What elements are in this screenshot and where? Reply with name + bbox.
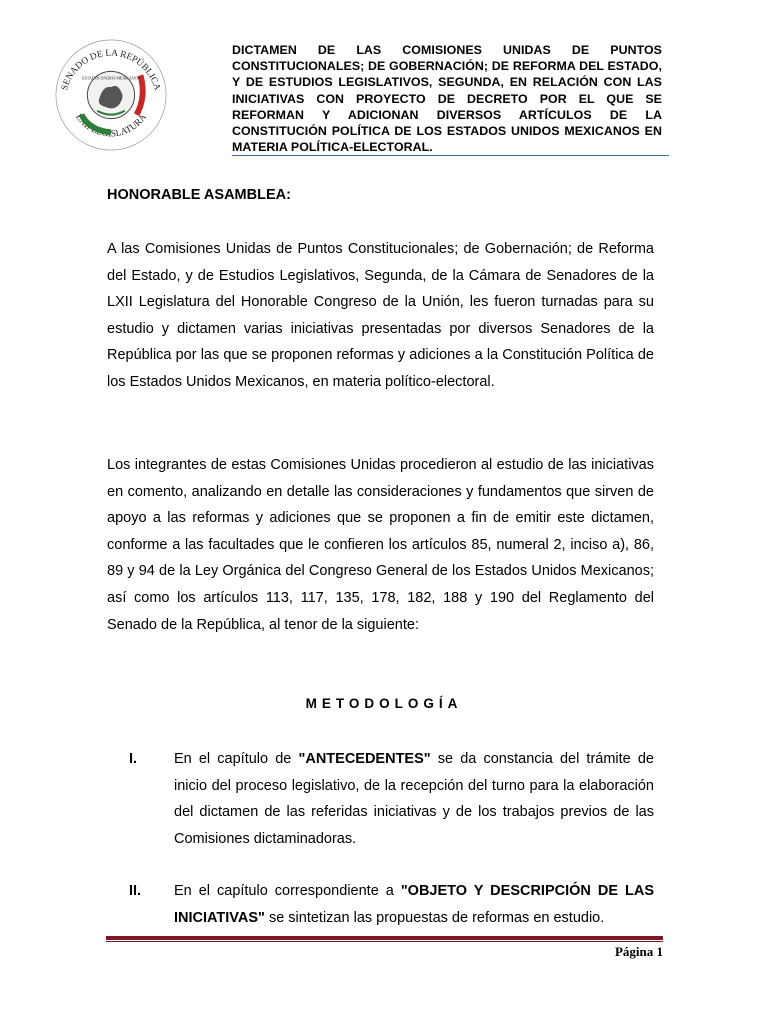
paragraph-intro: A las Comisiones Unidas de Puntos Constitucionales; de Gobernación; de Reforma del Estado, y de Estudios Legislativos, Segunda, de la Cámara de Senadores de la LXII Legislatura del Honorable Congreso de la Unión, les fueron turnadas para su estudio y dictamen varias iniciativas presentadas por diversos Senadores de la República por las que se proponen reformas y adiciones a la Constitución Política de los Estados Unidos Mexicanos, en materia político-electoral. xyxy=(107,241,654,390)
paragraph-study: Los integrantes de estas Comisiones Unidas procedieron al estudio de las iniciativas en comento, analizando en detalle las consideraciones y fundamentos que sirven de apoyo a las reformas y adiciones que se proponen a fin de emitir este dictamen, conforme a las facultades que le confieren los artículos 85, numeral 2, inciso a), 86, 89 y 94 de la Ley Orgánica del Congreso General de los Estados Unidos Mexicanos; así como los artículos 113, 117, 135, 178, 182, 188 y 190 del Reglamento del Senado de la República, al tenor de la siguiente: xyxy=(107,457,654,633)
item-text: En el capítulo de "ANTECEDENTES" se da constancia del trámite de inicio del proceso legislativo, de la recepción del turno para la elaboración del dictamen de las referidas iniciativas y de los trabajos previos de las Comisiones dictaminadoras. xyxy=(174,751,654,847)
senate-seal-logo xyxy=(52,36,170,154)
footer-rule-thin xyxy=(106,941,663,942)
seal-arc-top-text: SENADO DE LA REPÚBLICA xyxy=(60,48,162,92)
page-number: Página 1 xyxy=(614,944,663,959)
seal-arc-bottom-text: LXII LEGISLATURA xyxy=(73,112,149,140)
item-text: En el capítulo correspondiente a "OBJETO Y DESCRIPCIÓN DE LAS INICIATIVAS" se sintetizan las propuestas de reformas en estudio. xyxy=(174,883,654,926)
item-number: II. xyxy=(129,883,142,899)
seal-inner-text: ESTADOS UNIDOS MEXICANOS xyxy=(82,75,140,81)
document-title: DICTAMEN DE LAS COMISIONES UNIDAS DE PUNTOS CONSTITUCIONALES; DE GOBERNACIÓN; DE REFORMA DEL ESTADO, Y DE ESTUDIOS LEGISLATIVOS, SEGUNDA, EN RELACIÓN CON LAS INICIATIVAS CON PROYECTO DE DECRETO POR EL QUE SE REFORMAN Y ADICIONAN DIVERSOS ARTÍCULOS DE LA CONSTITUCIÓN POLÍTICA DE LOS ESTADOS UNIDOS MEXICANOS EN MATERIA POLÍTICA-ELECTORAL. xyxy=(232,43,662,155)
salutation: HONORABLE ASAMBLEA: xyxy=(107,187,291,203)
section-heading-metodologia: METODOLOGÍA xyxy=(305,696,463,711)
item-number: I. xyxy=(129,751,138,767)
footer-rule xyxy=(106,936,663,940)
seal-red-band xyxy=(137,75,143,114)
header-divider xyxy=(232,155,669,156)
